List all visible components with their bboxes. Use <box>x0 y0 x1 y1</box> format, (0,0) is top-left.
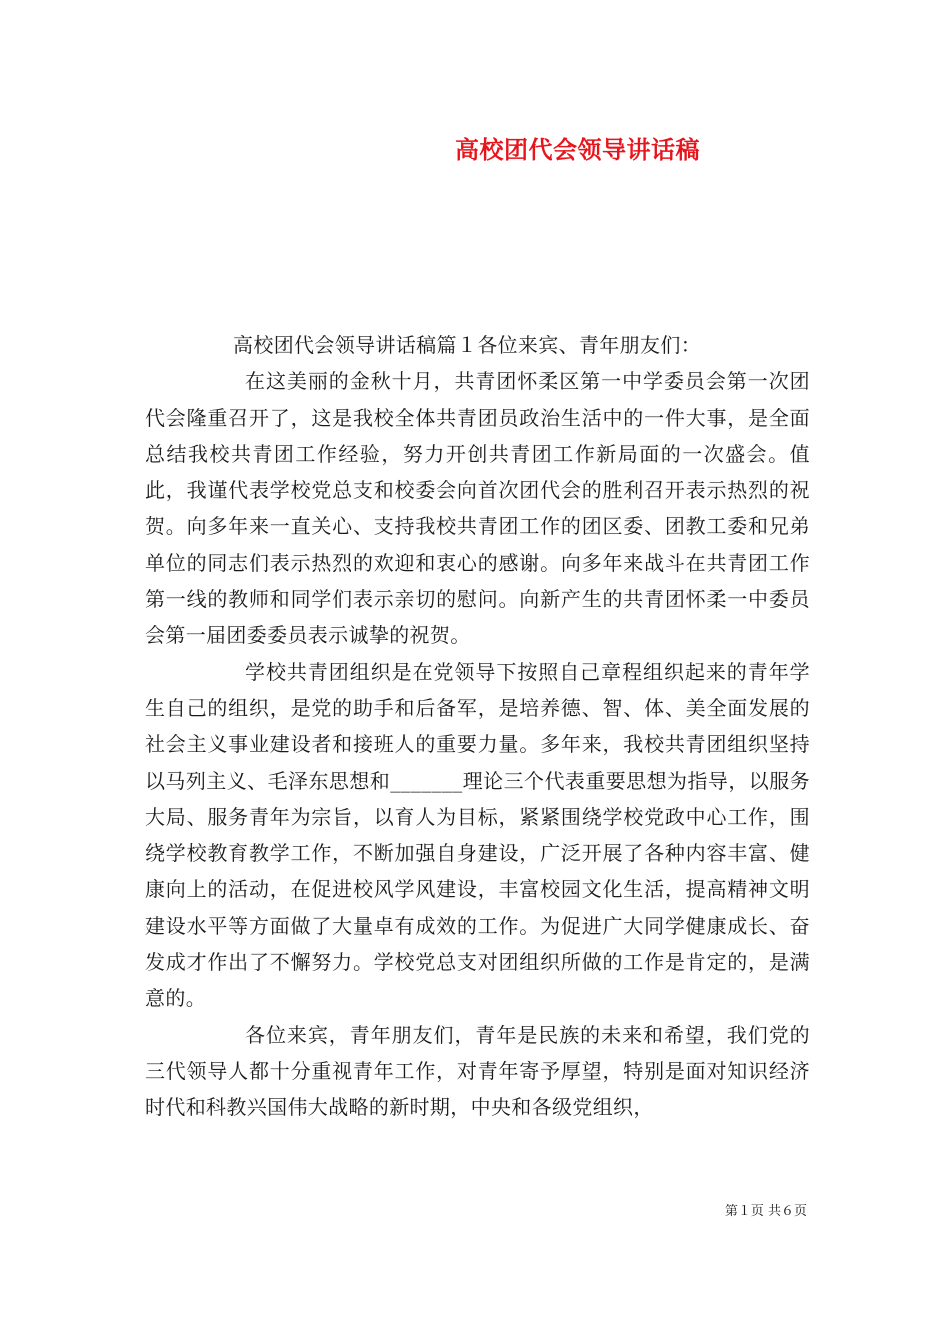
paragraph-2: 学校共青团组织是在党领导下按照自己章程组织起来的青年学生自己的组织，是党的助手和后备军，是培养德、智、体、美全面发展的社会主义事业建设者和接班人的重要力量。多年来，我校共青团组织坚持以马列主义、毛泽东思想和_______理论三个代表重要思想为指导，以服务大局、服务青年为宗旨，以育人为目标，紧紧围绕学校党政中心工作，围绕学校教育教学工作，不断加强自身建设，广泛开展了各种内容丰富、健康向上的活动，在促进校风学风建设，丰富校园文化生活，提高精神文明建设水平等方面做了大量卓有成效的工作。为促进广大同学健康成长、奋发成才作出了不懈努力。学校党总支对团组织所做的工作是肯定的，是满意的。 <box>145 659 810 1011</box>
document-title: 高校团代会领导讲话稿 <box>455 135 700 164</box>
paragraph-3: 各位来宾，青年朋友们，青年是民族的未来和希望，我们党的三代领导人都十分重视青年工作，对青年寄予厚望，特别是面对知识经济时代和科教兴国伟大战略的新时期，中央和各级党组织， <box>145 1022 810 1120</box>
paragraph-1: 在这美丽的金秋十月，共青团怀柔区第一中学委员会第一次团代会隆重召开了，这是我校全体共青团员政治生活中的一件大事，是全面总结我校共青团工作经验，努力开创共青团工作新局面的一次盛会。值此，我谨代表学校党总支和校委会向首次团代会的胜利召开表示热烈的祝贺。向多年来一直关心、支持我校共青团工作的团区委、团教工委和兄弟单位的同志们表示热烈的欢迎和衷心的感谢。向多年来战斗在共青团工作第一线的教师和同学们表示亲切的慰问。向新产生的共青团怀柔一中委员会第一届团委委员表示诚挚的祝贺。 <box>145 369 810 648</box>
document-body <box>145 327 810 1126</box>
page-number-footer: 第１页 共６页 <box>724 1204 807 1219</box>
intro-line: 高校团代会领导讲话稿篇１各位来宾、青年朋友们： <box>233 333 702 357</box>
